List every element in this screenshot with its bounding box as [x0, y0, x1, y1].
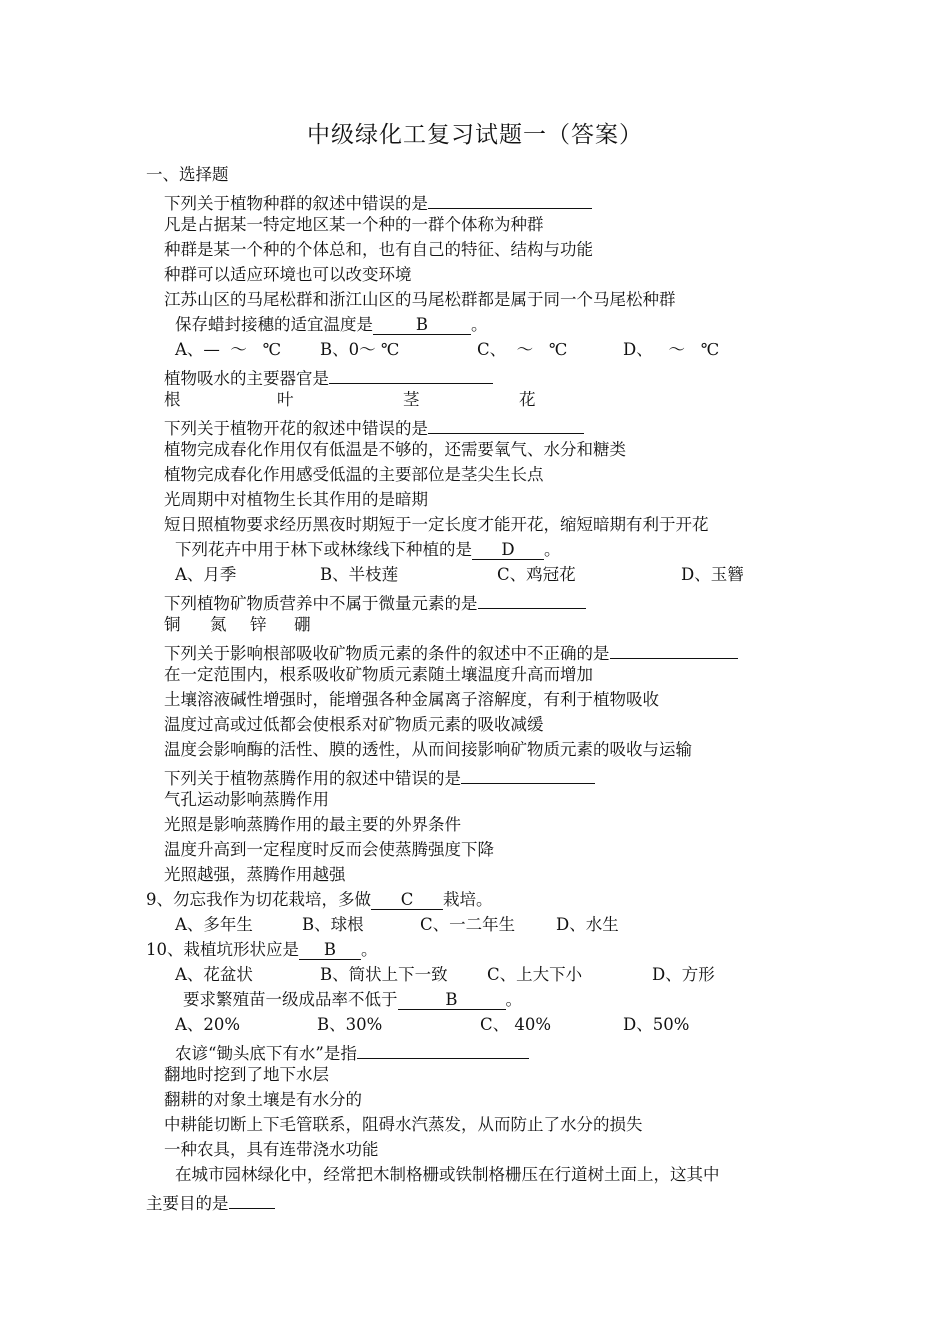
option: D、 ～ ℃: [623, 340, 720, 359]
question-10: 10、栽植坑形状应是 B 。: [146, 940, 378, 959]
question-stem: 下列关于影响根部吸收矿物质元素的条件的叙述中不正确的是: [164, 644, 610, 663]
option: 江苏山区的马尾松群和浙江山区的马尾松群都是属于同一个马尾松种群: [164, 290, 676, 309]
question-3: [164, 364, 493, 390]
answer-blank: [329, 364, 493, 384]
option: 温度过高或过低都会使根系对矿物质元素的吸收减缓: [164, 715, 544, 734]
question-stem: 下列关于植物蒸腾作用的叙述中错误的是: [164, 769, 461, 788]
option: 叶: [277, 390, 294, 409]
answer-blank: [428, 414, 584, 434]
option: C、鸡冠花: [497, 565, 576, 584]
option: 短日照植物要求经历黑夜时期短于一定长度才能开花，缩短暗期有利于开花: [164, 515, 709, 534]
option: 氮: [210, 615, 227, 634]
answer-blank: [478, 589, 586, 609]
answer-blank: [610, 639, 738, 659]
option: 凡是占据某一特定地区某一个种的一群个体称为种群: [164, 215, 544, 234]
option: 植物完成春化作用感受低温的主要部位是茎尖生长点: [164, 465, 544, 484]
question-4: [164, 414, 584, 440]
answer-blank: B: [299, 940, 361, 960]
question-13-line-1: 在城市园林绿化中，经常把木制格栅或铁制格栅压在行道树土面上，这其中: [175, 1165, 720, 1184]
option: C、一二年生: [420, 915, 516, 934]
option: 花: [519, 390, 536, 409]
option: A、20%: [175, 1015, 241, 1034]
option: D、方形: [652, 965, 715, 984]
option: C、 ～ ℃: [477, 340, 568, 359]
question-1: [164, 189, 592, 215]
question-12: [175, 1039, 529, 1065]
question-stem: 下列关于植物开花的叙述中错误的是: [164, 419, 428, 438]
option: 中耕能切断上下毛管联系，阻碍水汽蒸发，从而防止了水分的损失: [164, 1115, 643, 1134]
option: B、筒状上下一致: [320, 965, 448, 984]
answer-blank: [428, 189, 592, 209]
answer-blank: B: [373, 315, 471, 335]
question-stem: 下列关于植物种群的叙述中错误的是: [164, 194, 428, 213]
option: 气孔运动影响蒸腾作用: [164, 790, 329, 809]
question-9: 9、勿忘我作为切花栽培，多做 C 栽培。: [146, 890, 493, 909]
option: A、— ～ ℃: [175, 340, 282, 359]
answer-blank: [229, 1189, 275, 1209]
option: 锌: [250, 615, 267, 634]
answer-blank: [357, 1039, 529, 1059]
option: 一种农具，具有连带浇水功能: [164, 1140, 379, 1159]
question-6: [164, 589, 586, 615]
option: D、水生: [556, 915, 619, 934]
option: 温度会影响酶的活性、膜的透性，从而间接影响矿物质元素的吸收与运输: [164, 740, 692, 759]
option: 在一定范围内，根系吸收矿物质元素随土壤温度升高而增加: [164, 665, 593, 684]
question-11: 要求繁殖苗一级成品率不低于 B 。: [183, 990, 522, 1009]
question-stem: 要求繁殖苗一级成品率不低于: [183, 990, 398, 1009]
answer-blank: C: [371, 890, 443, 910]
answer-blank: B: [398, 990, 506, 1010]
option: B、半枝莲: [320, 565, 399, 584]
option: D、50%: [623, 1015, 690, 1034]
option: 种群是某一个种的个体总和，也有自己的特征、结构与功能: [164, 240, 593, 259]
question-stem: 10、栽植坑形状应是: [146, 940, 299, 959]
option: C、上大下小: [487, 965, 583, 984]
option: 翻耕的对象土壤是有水分的: [164, 1090, 362, 1109]
question-8: [164, 764, 595, 790]
option: 根: [164, 390, 181, 409]
option: 植物完成春化作用仅有低温是不够的，还需要氧气、水分和糖类: [164, 440, 626, 459]
option: B、0～ ℃: [320, 340, 400, 359]
option: 翻地时挖到了地下水层: [164, 1065, 329, 1084]
option: B、球根: [302, 915, 364, 934]
question-stem: 保存蜡封接穗的适宜温度是: [175, 315, 373, 334]
option: 光照是影响蒸腾作用的最主要的外界条件: [164, 815, 461, 834]
question-stem: 植物吸水的主要器官是: [164, 369, 329, 388]
option: D、玉簪: [681, 565, 744, 584]
question-7: [164, 639, 738, 665]
option: 光照越强，蒸腾作用越强: [164, 865, 346, 884]
option: 铜: [164, 615, 181, 634]
question-stem: 主要目的是: [146, 1194, 229, 1213]
option: 光周期中对植物生长其作用的是暗期: [164, 490, 428, 509]
option: 土壤溶液碱性增强时，能增强各种金属离子溶解度，有利于植物吸收: [164, 690, 659, 709]
question-stem: 下列植物矿物质营养中不属于微量元素的是: [164, 594, 478, 613]
option: A、多年生: [175, 915, 253, 934]
question-stem: 9、勿忘我作为切花栽培，多做: [146, 890, 371, 909]
question-13-line-2: [146, 1189, 275, 1215]
option: 温度升高到一定程度时反而会使蒸腾强度下降: [164, 840, 494, 859]
option: C、 40%: [480, 1015, 552, 1034]
page-title: 中级绿化工复习试题一（答案）: [307, 122, 643, 148]
question-stem: 农谚“锄头底下有水”是指: [175, 1044, 357, 1063]
question-5: 下列花卉中用于林下或林缘线下种植的是 D 。: [175, 540, 561, 559]
question-2: 保存蜡封接穗的适宜温度是 B 。: [175, 315, 488, 334]
option: 种群可以适应环境也可以改变环境: [164, 265, 412, 284]
option: 硼: [294, 615, 311, 634]
option: A、花盆状: [175, 965, 253, 984]
option: B、30%: [317, 1015, 383, 1034]
answer-blank: [461, 764, 595, 784]
answer-blank: D: [472, 540, 544, 560]
question-stem: 下列花卉中用于林下或林缘线下种植的是: [175, 540, 472, 559]
section-heading: 一、选择题: [146, 165, 229, 184]
option: 茎: [403, 390, 420, 409]
option: A、月季: [175, 565, 237, 584]
